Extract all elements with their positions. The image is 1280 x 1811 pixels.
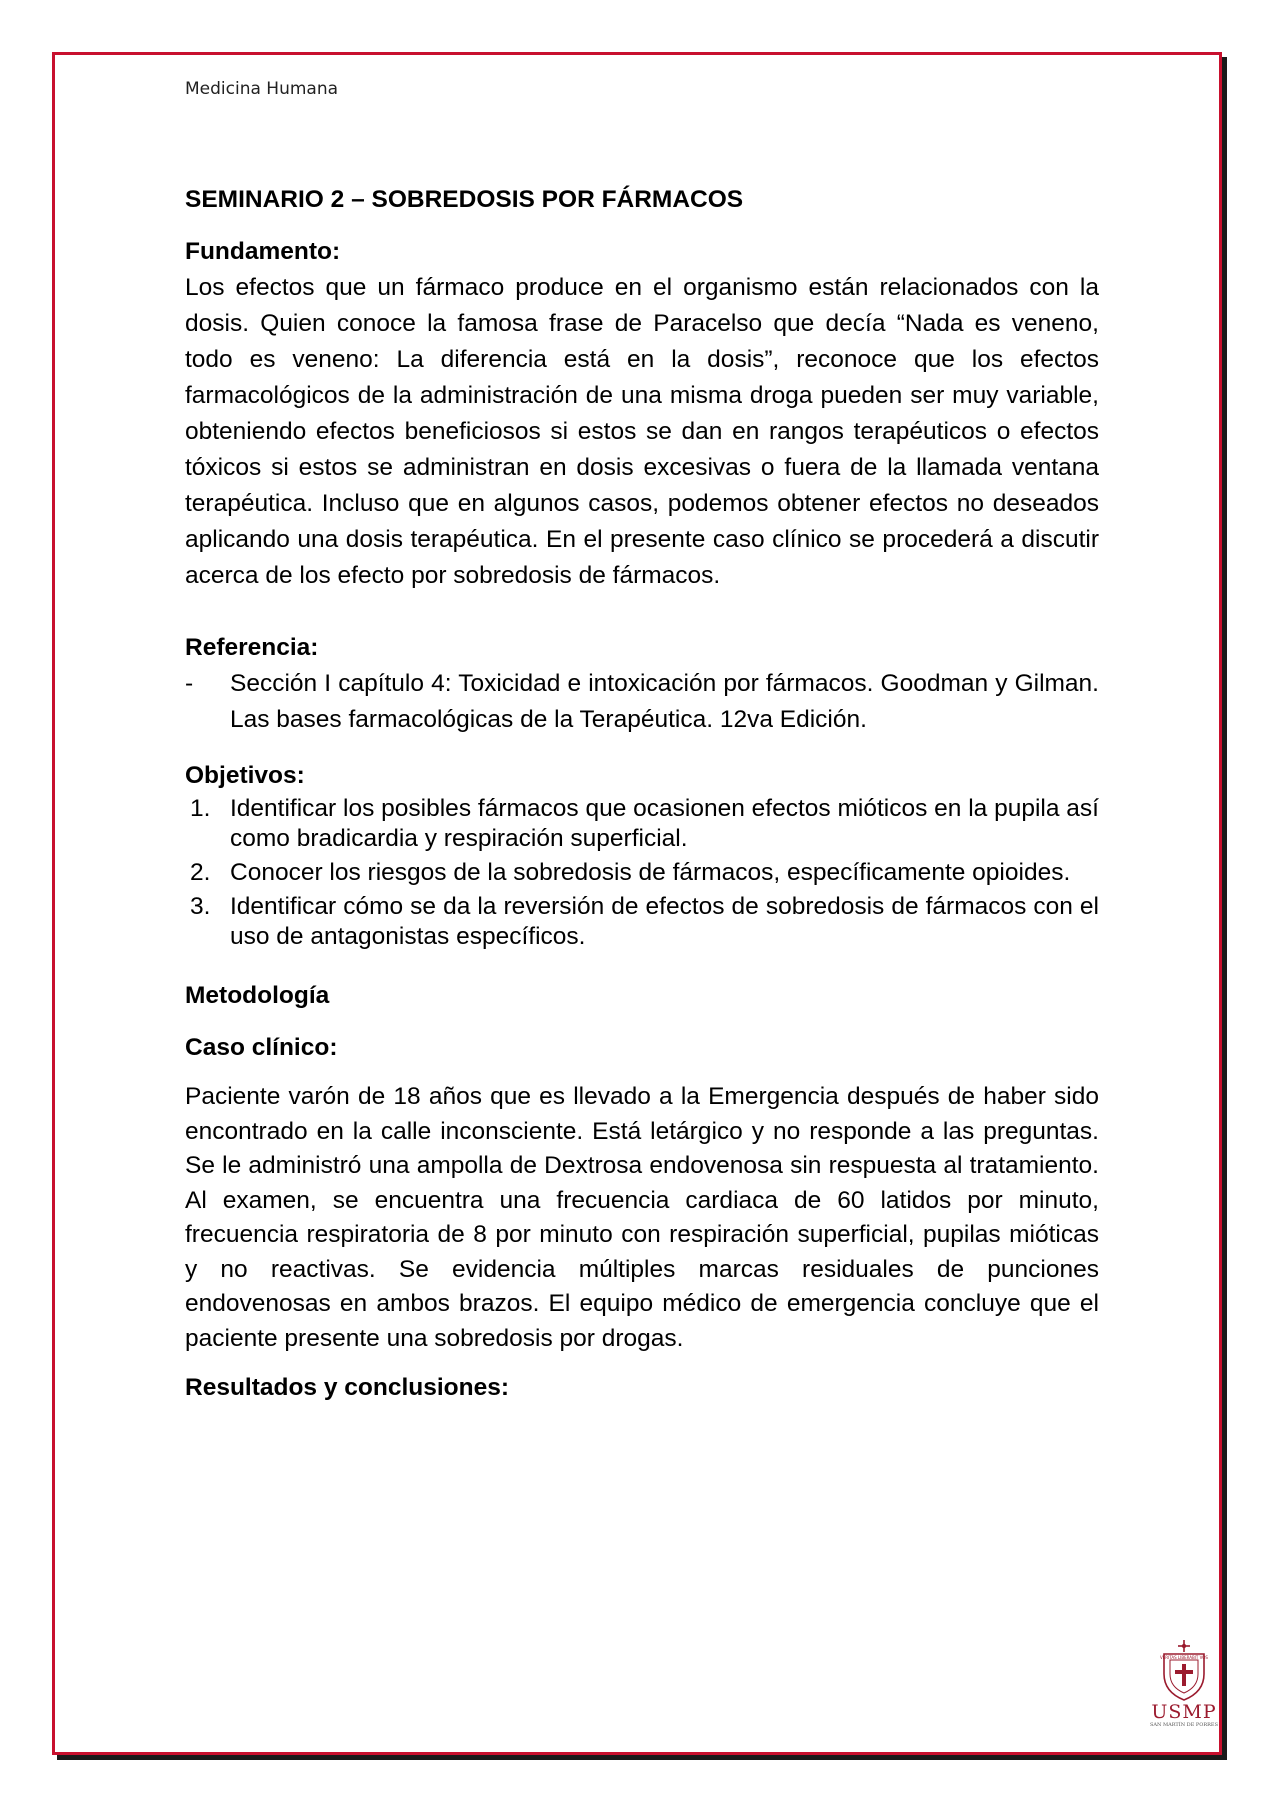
page-header: Medicina Humana <box>185 79 339 99</box>
objetivos-heading: Objetivos: <box>185 762 305 789</box>
list-item <box>185 794 1099 854</box>
list-item-text: Identificar cómo se da la reversión de efectos de sobredosis de fármacos con el uso de antagonistas específicos. <box>230 893 1099 950</box>
fundamento-heading: Fundamento: <box>185 238 341 265</box>
document-title: SEMINARIO 2 – SOBREDOSIS POR FÁRMACOS <box>185 186 744 213</box>
usmp-logo <box>1142 1640 1226 1740</box>
list-item <box>185 666 1099 738</box>
objetivos-list <box>185 794 1099 952</box>
referencia-list <box>185 666 1099 738</box>
list-number: 2. <box>190 859 211 886</box>
logo-subtitle: SAN MARTÍN DE PORRES <box>1150 1722 1218 1728</box>
referencia-heading: Referencia: <box>185 634 319 661</box>
document-body <box>185 182 1099 1406</box>
logo-motto: VERITAS LIBERABIT VOS <box>1160 1655 1208 1660</box>
list-item-text: Conocer los riesgos de la sobredosis de fármacos, específicamente opioides. <box>230 859 1071 886</box>
list-number: 1. <box>190 795 211 822</box>
list-number: 3. <box>190 893 211 920</box>
metodologia-heading: Metodología <box>185 982 330 1009</box>
logo-brand: USMP <box>1151 1701 1217 1723</box>
list-item <box>185 858 1099 888</box>
list-item-text: Identificar los posibles fármacos que ocasionen efectos mióticos en la pupila así como bradicardia y respiración superficial. <box>230 795 1099 852</box>
shield-icon <box>1154 1640 1214 1702</box>
list-item-text: Sección I capítulo 4: Toxicidad e intoxicación por fármacos. Goodman y Gilman. Las bases farmacológicas de la Terapéutica. 12va Edición. <box>230 670 1099 733</box>
fundamento-text: Los efectos que un fármaco produce en el organismo están relacionados con la dosis. Quien conoce la famosa frase de Paracelso que decía “Nada es veneno, todo es veneno: La diferencia está en la dosis”, reconoce que los efectos farmacológicos de la administración de una misma droga pueden ser muy variable, obteniendo efectos beneficiosos si estos se dan en rangos terapéuticos o efectos tóxicos si estos se administran en dosis excesivas o fuera de la llamada ventana terapéutica. Incluso que en algunos casos, podemos obtener efectos no deseados aplicando una dosis terapéutica. En el presente caso clínico se procederá a discutir acerca de los efecto por sobredosis de fármacos. <box>185 274 1099 589</box>
list-item <box>185 892 1099 952</box>
resultados-heading: Resultados y conclusiones: <box>185 1374 510 1401</box>
caso-heading: Caso clínico: <box>185 1034 338 1061</box>
list-marker: - <box>185 670 194 697</box>
caso-text: Paciente varón de 18 años que es llevado a la Emergencia después de haber sido encontrado en la calle inconsciente. Está letárgico y no responde a las preguntas. Se le administró una ampolla de Dextrosa endovenosa sin respuesta al tratamiento. Al examen, se encuentra una frecuencia cardiaca de 60 latidos por minuto, frecuencia respiratoria de 8 por minuto con respiración superficial, pupilas mióticas y no reactivas. Se evidencia múltiples marcas residuales de punciones endovenosas en ambos brazos. El equipo médico de emergencia concluye que el paciente presente una sobredosis por drogas. <box>185 1083 1099 1352</box>
